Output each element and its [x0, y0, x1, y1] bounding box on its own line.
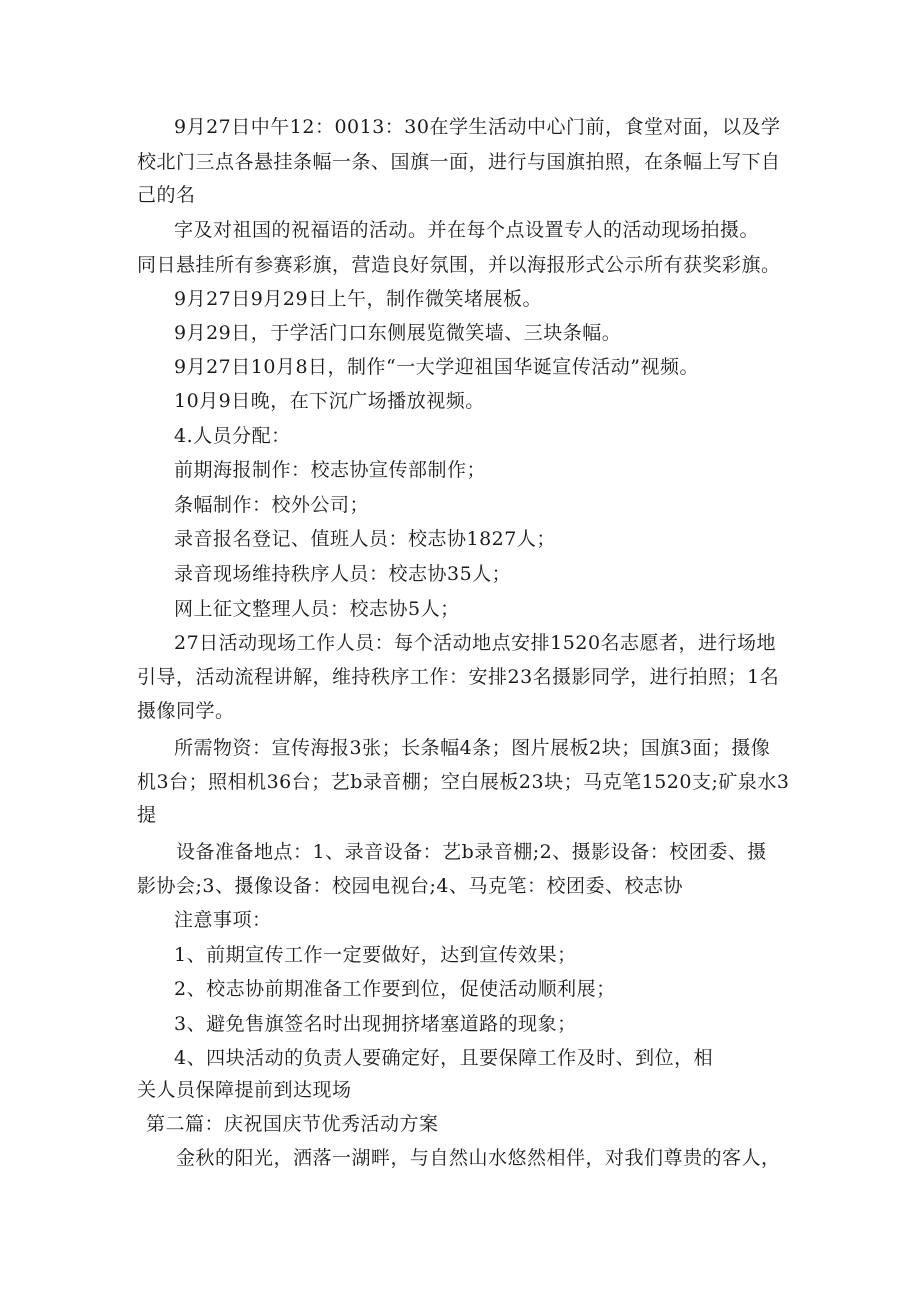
paragraph-line: 条幅制作：校外公司；	[174, 494, 370, 516]
list-item: 1、前期宣传工作一定要做好，达到宣传效果；	[174, 944, 577, 966]
list-item: 4、四块活动的负责人要确定好，且要保障工作及时、到位，相	[174, 1047, 714, 1069]
paragraph-line: 同日悬挂所有参赛彩旗，营造良好氛围，并以海报形式公示所有获奖彩旗。	[137, 254, 781, 276]
paragraph-line: 网上征文整理人员：校志协5人；	[174, 598, 460, 620]
paragraph-line: 机3台；照相机36台；艺b录音棚；空白展板23块；马克笔1520支;矿泉水3	[137, 771, 790, 793]
paragraph-line: 27日活动现场工作人员：每个活动地点安排1520名志愿者，进行场地	[174, 632, 777, 654]
section-heading: 4.人员分配：	[174, 425, 291, 447]
paragraph-line: 9月27日10月8日，制作“一大学迎祖国华诞宣传活动”视频。	[174, 356, 699, 378]
paragraph-line: 引导，活动流程讲解，维持秩序工作：安排23名摄影同学，进行拍照；1名	[137, 666, 780, 688]
paragraph-line: 所需物资：宣传海报3张；长条幅4条；图片展板2块；国旗3面；摄像	[174, 737, 771, 759]
paragraph-line: 9月29日，于学活门口东侧展览微笑墙、三块条幅。	[174, 322, 622, 344]
section-heading: 注意事项：	[174, 909, 272, 931]
list-item-continuation: 关人员保障提前到达现场	[137, 1079, 352, 1101]
paragraph-line: 摄像同学。	[137, 700, 235, 722]
paragraph-line: 9月27日中午12：0013：30在学生活动中心门前，食堂对面，以及学	[174, 116, 781, 138]
paragraph-line: 前期海报制作：校志协宣传部制作；	[174, 459, 487, 481]
list-item: 3、避免售旗签名时出现拥挤堵塞道路的现象；	[174, 1013, 577, 1035]
paragraph-line: 己的名	[137, 184, 196, 206]
paragraph-line: 提	[137, 804, 157, 826]
paragraph-line: 校北门三点各悬挂条幅一条、国旗一面，进行与国旗拍照，在条幅上写下自	[137, 151, 781, 173]
paragraph-line: 影协会;3、摄像设备：校园电视台;4、马克笔：校团委、校志协	[137, 875, 683, 897]
paragraph-line: 字及对祖国的祝福语的活动。并在每个点设置专人的活动现场拍摄。	[174, 219, 760, 241]
paragraph-line: 录音报名登记、值班人员：校志协1827人；	[174, 528, 556, 550]
paragraph-line: 10月9日晚，在下沉广场播放视频。	[174, 390, 485, 412]
chapter-heading: 第二篇：庆祝国庆节优秀活动方案	[146, 1113, 439, 1135]
paragraph-line: 录音现场维持秩序人员：校志协35人；	[174, 563, 512, 585]
paragraph-line: 金秋的阳光，洒落一湖畔，与自然山水悠然相伴，对我们尊贵的客人，	[176, 1147, 781, 1169]
list-item: 2、校志协前期准备工作要到位，促使活动顺利展；	[174, 978, 616, 1000]
paragraph-line: 设备准备地点：1、录音设备：艺b录音棚;2、摄影设备：校团委、摄	[176, 841, 767, 863]
paragraph-line: 9月27日9月29日上午，制作微笑堵展板。	[174, 288, 543, 310]
